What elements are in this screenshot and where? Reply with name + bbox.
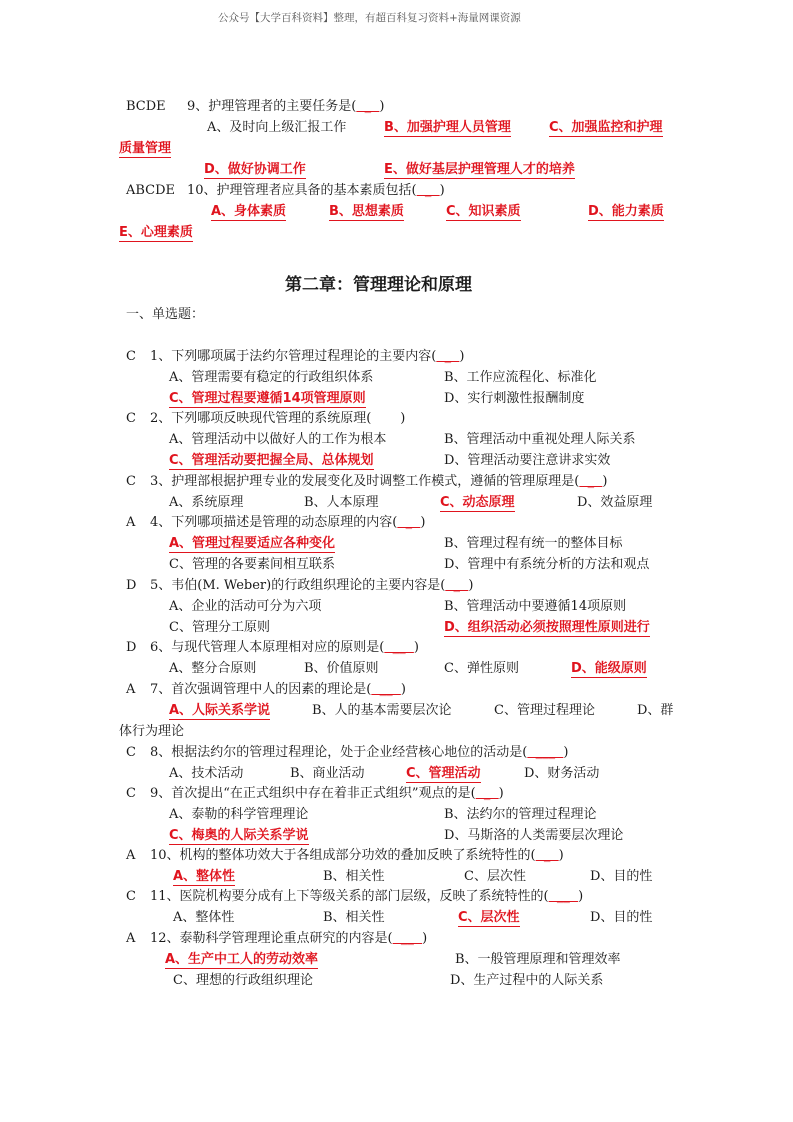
q8-blank: ___	[527, 745, 564, 760]
q11-option-b: B、相关性	[323, 910, 385, 925]
q5-stem-text: 5、韦伯(M. Weber)的行政组织理论的主要内容是(	[150, 578, 446, 593]
q6-option-c: C、弹性原则	[444, 661, 519, 676]
q5-blank: _	[445, 578, 469, 593]
q12-option-d: D、生产过程中的人际关系	[450, 973, 604, 988]
chapter-title: 第二章：管理理论和原理	[285, 275, 472, 295]
q5-option-d: D、组织活动必须按照理性原则进行	[444, 620, 650, 635]
q12-blank: __	[392, 931, 423, 946]
q10-stem-text: 10、护理管理者应具备的基本素质包括(	[187, 183, 417, 198]
q10b-option-b: B、相关性	[323, 869, 385, 884]
q3-close: )	[602, 474, 608, 489]
q6-option-b: B、价值原则	[304, 661, 379, 676]
q8-stem-text: 8、根据法约尔的管理过程理论，处于企业经营核心地位的活动是(	[150, 745, 528, 760]
q10-option-c: C、知识素质	[446, 204, 521, 219]
q11-stem	[150, 889, 583, 905]
q5-option-a: A、企业的活动可分为六项	[169, 599, 322, 614]
q11-option-a: A、整体性	[173, 910, 235, 925]
q10-option-a: A、身体素质	[211, 204, 287, 219]
q9-option-c-cont: 质量管理	[119, 141, 172, 156]
q12-option-b: B、一般管理原理和管理效率	[455, 952, 621, 967]
q10b-option-a: A、整体性	[173, 869, 236, 884]
section-title: 一、单选题：	[126, 307, 205, 322]
q10b-option-c: C、层次性	[464, 869, 526, 884]
q2-stem	[150, 411, 405, 427]
q11-blank: __	[548, 889, 579, 904]
q6-stem-text: 6、与现代管理人本原理相对应的原则是(	[150, 640, 385, 655]
q9b-option-c: C、梅奥的人际关系学说	[169, 828, 309, 843]
q11-answer: C	[126, 889, 136, 904]
q2-option-b: B、管理活动中重视处理人际关系	[444, 432, 636, 447]
q12-option-c: C、理想的行政组织理论	[173, 973, 313, 988]
q7-option-d-cont: 体行为理论	[119, 724, 185, 739]
q8-option-d: D、财务活动	[524, 766, 600, 781]
q9b-option-a: A、泰勒的科学管理理论	[169, 807, 309, 822]
q10b-close: )	[558, 848, 564, 863]
q1-option-d: D、实行刺激性报酬制度	[444, 391, 585, 406]
q12-stem-text: 12、泰勒科学管理理论重点研究的内容是(	[150, 931, 393, 946]
q1-option-a: A、管理需要有稳定的行政组织体系	[169, 370, 374, 385]
q1-stem-text: 1、下列哪项属于法约尔管理过程理论的主要内容(	[150, 349, 437, 364]
q9b-option-d: D、马斯洛的人类需要层次理论	[444, 828, 624, 843]
q9-stem	[187, 99, 384, 115]
q3-blank: _	[579, 474, 603, 489]
q3-stem	[150, 474, 607, 490]
q8-option-b: B、商业活动	[290, 766, 365, 781]
q9-option-e: E、做好基层护理管理人才的培养	[384, 162, 575, 177]
q5-stem	[150, 578, 473, 594]
q1-stem	[150, 349, 464, 365]
q2-answer: C	[126, 411, 136, 426]
q4-option-d: D、管理中有系统分析的方法和观点	[444, 557, 650, 572]
q10-close: )	[439, 183, 445, 198]
q10b-option-d: D、目的性	[590, 869, 653, 884]
q4-option-a: A、管理过程要适应各种变化	[169, 536, 336, 551]
q9-option-b: B、加强护理人员管理	[384, 120, 511, 135]
q7-blank: __	[371, 682, 401, 697]
q7-option-d: D、群	[637, 703, 674, 718]
q2-option-d: D、管理活动要注意讲求实效	[444, 453, 611, 468]
q6-answer: D	[126, 640, 137, 655]
q5-close: )	[468, 578, 474, 593]
q8-close: )	[563, 745, 569, 760]
q10b-answer: A	[126, 848, 136, 863]
q9b-close: )	[498, 786, 504, 801]
q10-option-b: B、思想素质	[329, 204, 404, 219]
q9-stem-text: 9、护理管理者的主要任务是(	[187, 99, 357, 114]
q4-option-c: C、管理的各要素间相互联系	[169, 557, 335, 572]
q5-option-b: B、管理活动中要遵循14项原则	[444, 599, 627, 614]
q10b-blank: _	[535, 848, 559, 863]
q4-stem	[150, 515, 425, 531]
q2-close: )	[400, 411, 406, 426]
q9b-option-b: B、法约尔的管理过程理论	[444, 807, 597, 822]
q8-option-a: A、技术活动	[169, 766, 244, 781]
q10-answer: ABCDE	[126, 183, 176, 198]
q4-close: )	[420, 515, 426, 530]
q7-option-b: B、人的基本需要层次论	[312, 703, 452, 718]
q6-close: )	[413, 640, 419, 655]
q5-answer: D	[126, 578, 137, 593]
q2-option-a: A、管理活动中以做好人的工作为根本	[169, 432, 387, 447]
q11-close: )	[578, 889, 584, 904]
q10-blank: _	[416, 183, 440, 198]
q12-answer: A	[126, 931, 136, 946]
q4-blank: _	[397, 515, 421, 530]
q1-close: )	[459, 349, 465, 364]
q7-stem	[150, 682, 406, 698]
q6-option-a: A、整分合原则	[169, 661, 257, 676]
q9-option-d: D、做好协调工作	[204, 162, 306, 177]
q9-option-a: A、及时向上级汇报工作	[207, 120, 347, 135]
q3-option-a: A、系统原理	[169, 495, 244, 510]
q2-option-c: C、管理活动要把握全局、总体规划	[169, 453, 374, 468]
q3-option-c: C、动态原理	[440, 495, 515, 510]
q8-option-c: C、管理活动	[406, 766, 481, 781]
q6-stem	[150, 640, 419, 656]
q7-answer: A	[126, 682, 136, 697]
q6-option-d: D、能级原则	[571, 661, 647, 676]
q9b-stem	[150, 786, 504, 802]
q2-stem-text: 2、下列哪项反映现代管理的系统原理(	[150, 411, 372, 426]
q10-option-e: E、心理素质	[119, 225, 193, 240]
q9b-answer: C	[126, 786, 136, 801]
q3-option-d: D、效益原理	[577, 495, 653, 510]
q11-option-c: C、层次性	[458, 910, 520, 925]
q4-option-b: B、管理过程有统一的整体目标	[444, 536, 623, 551]
q1-option-c: C、管理过程要遵循14项管理原则	[169, 391, 366, 406]
q9-close: )	[379, 99, 385, 114]
q10b-stem-text: 10、机构的整体功效大于各组成部分功效的叠加反映了系统特性的(	[150, 848, 536, 863]
q1-option-b: B、工作应流程化、标准化	[444, 370, 597, 385]
q11-stem-text: 11、医院机构要分成有上下等级关系的部门层级，反映了系统特性的(	[150, 889, 549, 904]
q7-close: )	[400, 682, 406, 697]
q10-stem	[187, 183, 445, 199]
q6-blank: __	[384, 640, 414, 655]
q10b-stem	[150, 848, 564, 864]
q8-stem	[150, 745, 568, 761]
q3-option-b: B、人本原理	[304, 495, 379, 510]
page-header: 公众号【大学百科资料】整理，有超百科复习资料+海量网课资源	[218, 12, 521, 24]
q3-stem-text: 3、护理部根据护理专业的发展变化及时调整工作模式，遵循的管理原理是(	[150, 474, 580, 489]
q7-option-a: A、人际关系学说	[169, 703, 271, 718]
q7-option-c: C、管理过程理论	[494, 703, 595, 718]
q12-close: )	[422, 931, 428, 946]
q9b-blank: _	[475, 786, 499, 801]
q9-answer: BCDE	[126, 99, 166, 114]
q9b-stem-text: 9、首次提出“在正式组织中存在着非正式组织”观点的是(	[150, 786, 476, 801]
q4-stem-text: 4、下列哪项描述是管理的动态原理的内容(	[150, 515, 398, 530]
q11-option-d: D、目的性	[590, 910, 653, 925]
q8-answer: C	[126, 745, 136, 760]
q10-option-d: D、能力素质	[588, 204, 664, 219]
q12-stem	[150, 931, 427, 947]
q5-option-c: C、管理分工原则	[169, 620, 270, 635]
q4-answer: A	[126, 515, 136, 530]
q1-blank: _	[436, 349, 460, 364]
q3-answer: C	[126, 474, 136, 489]
q7-stem-text: 7、首次强调管理中人的因素的理论是(	[150, 682, 372, 697]
q12-option-a: A、生产中工人的劳动效率	[165, 952, 319, 967]
q9-blank: _	[356, 99, 380, 114]
q1-answer: C	[126, 349, 136, 364]
q9-option-c: C、加强监控和护理	[549, 120, 663, 135]
